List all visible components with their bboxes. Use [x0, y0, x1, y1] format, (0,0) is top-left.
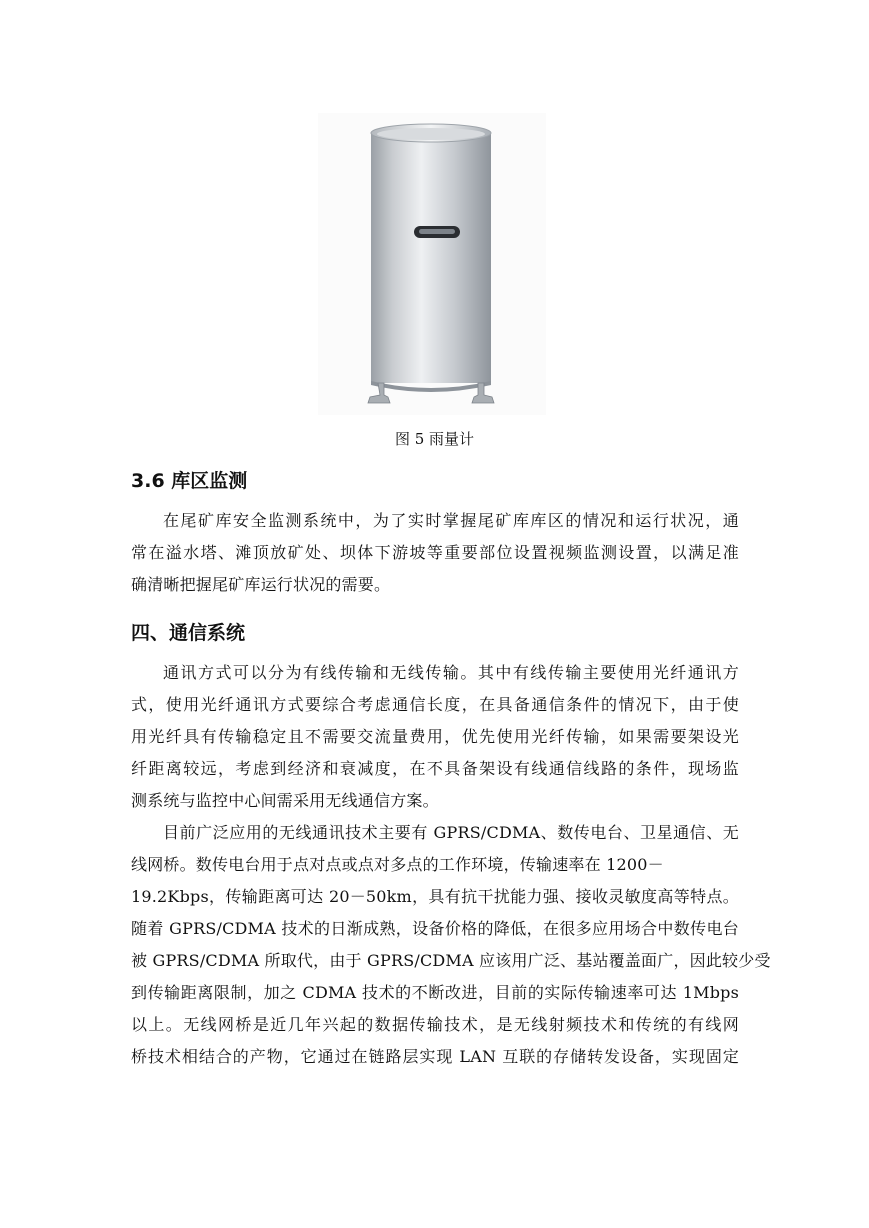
text-line: 常在溢水塔、滩顶放矿处、坝体下游坡等重要部位设置视频监测设置，以满足准 — [131, 543, 739, 562]
text-line: 被 GPRS/CDMA 所取代，由于 GPRS/CDMA 应该用广泛、基站覆盖面广，因此较少受 — [131, 951, 771, 970]
text-line: 通讯方式可以分为有线传输和无线传输。其中有线传输主要使用光纤通讯方 — [163, 663, 739, 682]
section-heading-3-6: 3.6 库区监测 — [131, 470, 248, 492]
text-line: 测系统与监控中心间需采用无线通信方案。 — [131, 791, 439, 810]
text-line: 桥技术相结合的产物，它通过在链路层实现 LAN 互联的存储转发设备，实现固定 — [131, 1047, 739, 1066]
text-line: 19.2Kbps，传输距离可达 20－50km，具有抗干扰能力强、接收灵敏度高等特点。 — [131, 887, 739, 906]
text-line: 纤距离较远，考虑到经济和衰减度，在不具备架设有线通信线路的条件，现场监 — [131, 759, 739, 778]
text-line: 以上。无线网桥是近几年兴起的数据传输技术，是无线射频技术和传统的有线网 — [131, 1015, 739, 1034]
text-line: 目前广泛应用的无线通讯技术主要有 GPRS/CDMA、数传电台、卫星通信、无 — [163, 823, 739, 842]
text-line: 在尾矿库安全监测系统中，为了实时掌握尾矿库库区的情况和运行状况，通 — [163, 511, 739, 530]
text-line: 式，使用光纤通讯方式要综合考虑通信长度，在具备通信条件的情况下，由于使 — [131, 695, 739, 714]
text-line: 随着 GPRS/CDMA 技术的日渐成熟，设备价格的降低，在很多应用场合中数传电台 — [131, 919, 739, 938]
figure-caption: 图 5 雨量计 — [394, 430, 475, 448]
rain-gauge-figure — [318, 113, 546, 415]
rain-gauge-image — [318, 113, 546, 415]
text-line: 用光纤具有传输稳定且不需要交流量费用，优先使用光纤传输，如果需要架设光 — [131, 727, 739, 746]
section-heading-4: 四、通信系统 — [131, 622, 246, 644]
text-line: 到传输距离限制，加之 CDMA 技术的不断改进，目前的实际传输速率可达 1Mbps — [131, 983, 739, 1002]
text-line: 确清晰把握尾矿库运行状况的需要。 — [131, 575, 391, 594]
text-line: 线网桥。数传电台用于点对点或点对多点的工作环境，传输速率在 1200－ — [131, 855, 664, 874]
